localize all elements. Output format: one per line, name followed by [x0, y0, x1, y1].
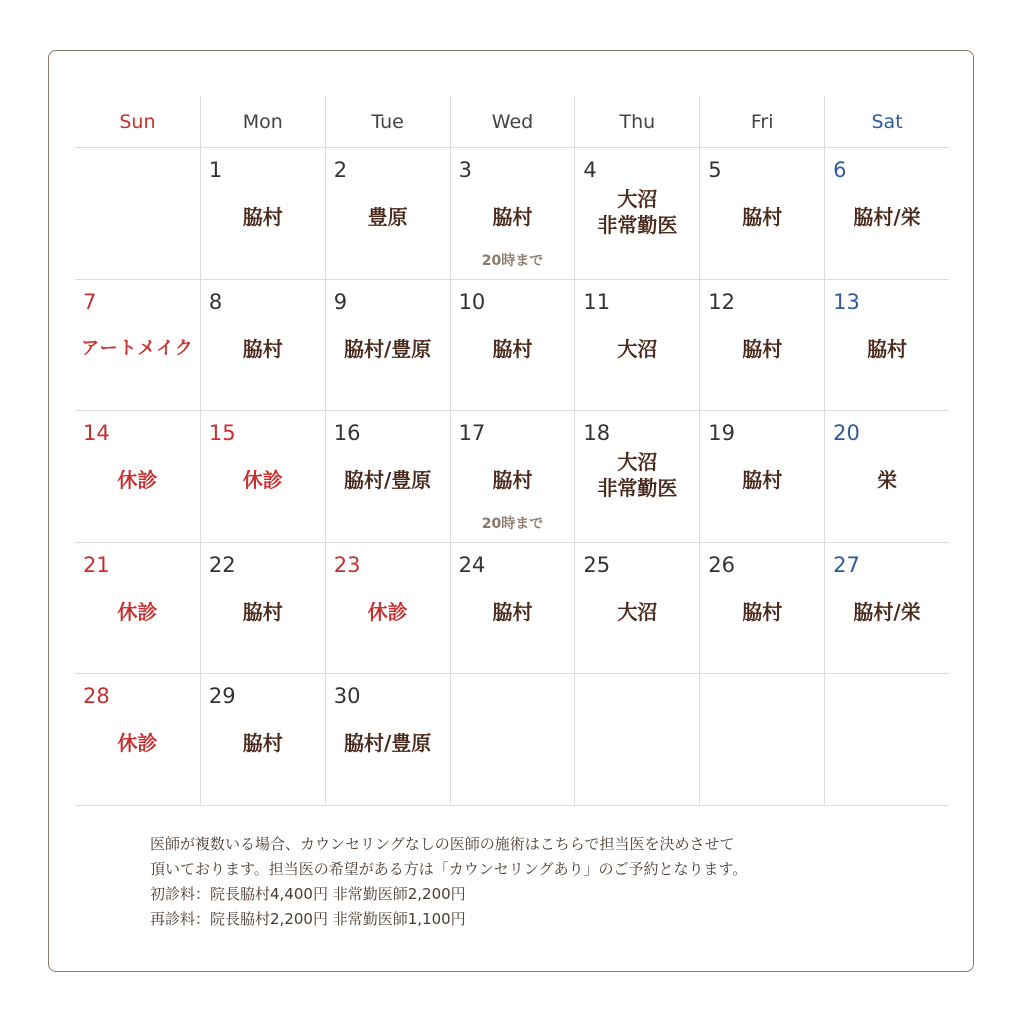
day-cell-23[interactable]	[325, 543, 450, 675]
day-number: 25	[583, 552, 611, 577]
doctor-label: 脇村	[742, 336, 783, 361]
doctor-label: 脇村	[242, 205, 283, 229]
day-number: 20	[833, 421, 860, 445]
doctor-label: 大沼	[617, 599, 658, 624]
doctor-label: 脇村/豊原	[343, 731, 432, 755]
day-cell-17[interactable]	[450, 411, 575, 543]
doctor-label: 大沼 非常勤医	[597, 187, 678, 237]
footer-line: 医師が複数いる場合、カウンセリングなしの医師の施術はこちらで担当医を決めさせて	[150, 835, 735, 853]
day-cell-10[interactable]	[450, 280, 575, 412]
day-number: 2	[333, 158, 348, 182]
doctor-label: 脇村	[242, 731, 283, 755]
day-cell-15[interactable]	[200, 411, 325, 543]
doctor-label: 脇村	[742, 599, 783, 624]
day-cell-13[interactable]	[824, 280, 949, 412]
day-number: 5	[708, 158, 722, 182]
doctor-label: 脇村/栄	[853, 599, 921, 624]
hours-note: 20時まで	[481, 516, 544, 532]
doctor-label: 脇村	[867, 336, 908, 361]
doctor-label: アートメイク	[81, 337, 194, 359]
doctor-label: 脇村/豊原	[343, 468, 432, 492]
weekday-header-tue: Tue	[325, 96, 450, 148]
day-number: 23	[333, 552, 361, 577]
day-cell-3[interactable]	[450, 148, 575, 280]
doctor-label: 休診	[242, 468, 283, 492]
day-number: 14	[83, 421, 110, 445]
day-number: 24	[458, 552, 486, 577]
day-cell-1[interactable]	[200, 148, 325, 280]
day-number: 27	[833, 552, 860, 577]
day-cell-25[interactable]	[574, 543, 699, 675]
doctor-label: 脇村/豊原	[343, 336, 432, 361]
day-number: 29	[208, 684, 236, 708]
day-cell-7[interactable]	[75, 280, 200, 412]
weekday-header-thu: Thu	[574, 96, 699, 148]
day-number: 10	[458, 289, 486, 314]
day-cell-4[interactable]	[574, 148, 699, 280]
day-number: 21	[83, 552, 110, 577]
day-cell-19[interactable]	[699, 411, 824, 543]
footer-notes	[150, 832, 890, 932]
day-cell-16[interactable]	[325, 411, 450, 543]
weekday-header-sun: Sun	[75, 96, 200, 148]
empty-day-cell	[75, 148, 200, 280]
doctor-label: 脇村	[492, 336, 533, 361]
weekday-header-sat: Sat	[824, 96, 949, 148]
day-number: 11	[583, 289, 611, 314]
calendar-grid	[75, 96, 949, 937]
day-cell-22[interactable]	[200, 543, 325, 675]
doctor-label: 豊原	[367, 205, 408, 229]
day-number: 16	[333, 421, 361, 445]
empty-day-cell	[824, 674, 949, 806]
weekday-header-wed: Wed	[450, 96, 575, 148]
day-number: 26	[708, 552, 736, 577]
doctor-label: 脇村	[242, 599, 283, 624]
day-cell-5[interactable]	[699, 148, 824, 280]
day-cell-20[interactable]	[824, 411, 949, 543]
day-number: 18	[583, 421, 611, 445]
day-cell-14[interactable]	[75, 411, 200, 543]
day-cell-28[interactable]	[75, 674, 200, 806]
footer-line: 頂いております。担当医の希望がある方は「カウンセリングあり」のご予約となります。	[150, 860, 748, 878]
doctor-label: 休診	[117, 599, 158, 624]
day-number: 6	[833, 158, 847, 182]
weekday-header-mon: Mon	[200, 96, 325, 148]
day-cell-21[interactable]	[75, 543, 200, 675]
day-number: 13	[833, 289, 860, 314]
first-visit-fee: 初診料：院長脇村4,400円 非常勤医師2,200円	[150, 885, 466, 903]
day-cell-8[interactable]	[200, 280, 325, 412]
day-number: 28	[83, 684, 110, 708]
doctor-label: 脇村	[742, 205, 783, 229]
day-number: 3	[458, 158, 472, 182]
doctor-label: 休診	[117, 468, 158, 492]
doctor-label: 休診	[117, 731, 158, 755]
day-cell-27[interactable]	[824, 543, 949, 675]
day-number: 15	[208, 421, 236, 445]
weekday-header-fri: Fri	[699, 96, 824, 148]
doctor-label: 脇村/栄	[853, 205, 921, 229]
day-cell-29[interactable]	[200, 674, 325, 806]
doctor-label: 大沼	[617, 336, 658, 361]
doctor-label: 栄	[877, 468, 898, 492]
day-cell-2[interactable]	[325, 148, 450, 280]
day-number: 8	[208, 289, 223, 314]
hours-note: 20時まで	[481, 253, 544, 269]
day-number: 12	[708, 289, 736, 314]
doctor-label: 脇村	[742, 468, 783, 492]
day-number: 4	[583, 158, 597, 182]
day-cell-18[interactable]	[574, 411, 699, 543]
day-number: 1	[208, 158, 223, 182]
day-number: 7	[83, 289, 97, 314]
doctor-label: 大沼 非常勤医	[597, 450, 678, 500]
day-number: 17	[458, 421, 486, 445]
day-number: 30	[333, 684, 361, 708]
doctor-label: 脇村	[492, 599, 533, 624]
empty-day-cell	[574, 674, 699, 806]
empty-day-cell	[699, 674, 824, 806]
day-number: 9	[333, 289, 348, 314]
day-number: 19	[708, 421, 736, 445]
day-cell-30[interactable]	[325, 674, 450, 806]
revisit-fee: 再診料：院長脇村2,200円 非常勤医師1,100円	[150, 910, 466, 928]
day-cell-9[interactable]	[325, 280, 450, 412]
day-cell-6[interactable]	[824, 148, 949, 280]
day-cell-26[interactable]	[699, 543, 824, 675]
empty-day-cell	[450, 674, 575, 806]
doctor-label: 脇村	[492, 468, 533, 492]
doctor-label: 脇村	[242, 336, 283, 361]
day-number: 22	[208, 552, 236, 577]
day-cell-12[interactable]	[699, 280, 824, 412]
doctor-label: 休診	[367, 599, 408, 624]
doctor-label: 脇村	[492, 205, 533, 229]
day-cell-24[interactable]	[450, 543, 575, 675]
day-cell-11[interactable]	[574, 280, 699, 412]
